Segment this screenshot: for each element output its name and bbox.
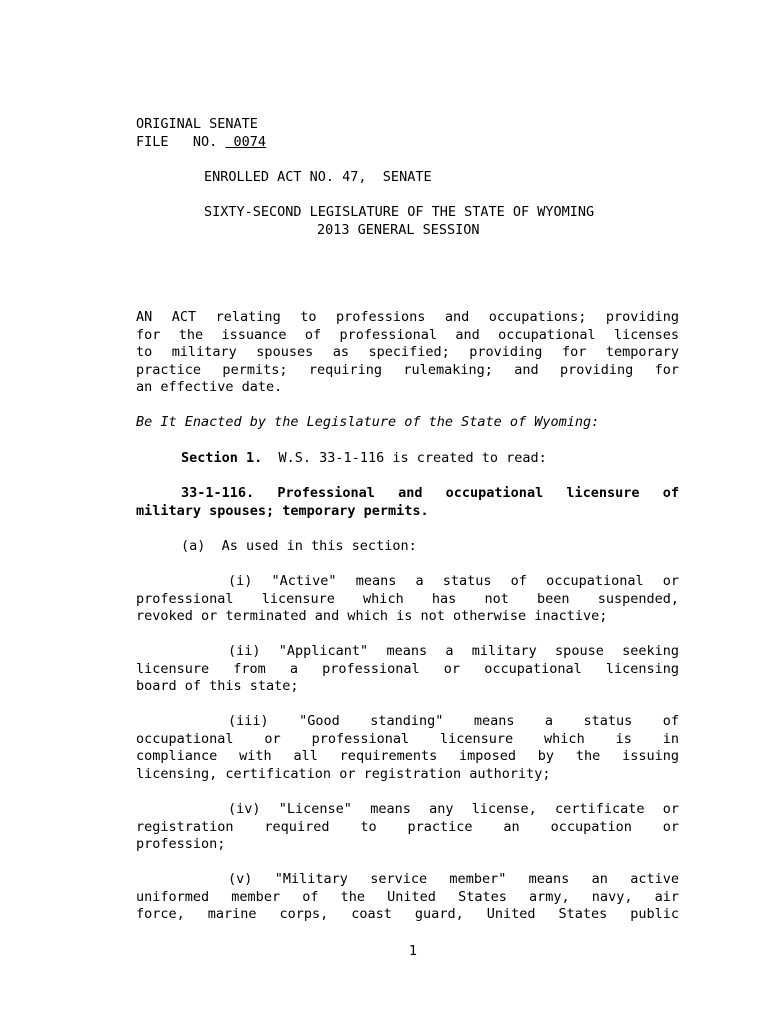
definition-v [136, 871, 679, 924]
heading-line: 33-1-116. Professional and occupational licensure of [181, 485, 679, 501]
definition-line: uniformed member of the United States army, navy, air [136, 888, 679, 905]
definition-line: (iv) "License" means any license, certificate or [228, 801, 679, 817]
section-1-label: Section 1. [181, 450, 263, 466]
definition-line: board of this state; [136, 678, 299, 695]
definition-line: occupational or professional licensure which is in [136, 730, 679, 747]
definition-iv [136, 801, 679, 854]
title-line: AN ACT relating to professions and occupations; providing [136, 309, 679, 325]
definition-i [136, 573, 679, 626]
definition-line: licensure from a professional or occupational licensing [136, 660, 679, 677]
section-1-text: W.S. 33-1-116 is created to read: [262, 450, 547, 466]
definition-line: compliance with all requirements imposed by the issuing [136, 748, 679, 765]
definition-ii [136, 643, 679, 696]
definition-line: licensing, certification or registration authority; [136, 765, 551, 782]
title-line: for the issuance of professional and occupational licenses [136, 326, 679, 343]
title-line: practice permits; requiring rulemaking; and providing for [136, 361, 679, 378]
section-1 [181, 450, 547, 468]
file-label: FILE NO. [136, 134, 226, 150]
original-senate-label: ORIGINAL SENATE [136, 116, 258, 132]
legislature-label: SIXTY-SECOND LEGISLATURE OF THE STATE OF WYOMING [204, 204, 595, 220]
definition-line: registration required to practice an occupation or [136, 818, 679, 835]
definition-iii [136, 713, 679, 783]
definition-line: force, marine corps, coast guard, United States public [136, 906, 679, 923]
title-line: an effective date. [136, 379, 283, 396]
definition-line: (v) "Military service member" means an active [228, 871, 679, 887]
file-number-line [136, 134, 266, 152]
definition-line: (i) "Active" means a status of occupational or [228, 573, 679, 589]
statute-heading [136, 485, 679, 520]
definition-line: revoked or terminated and which is not otherwise inactive; [136, 608, 608, 625]
page-number: 1 [408, 943, 418, 959]
definition-line: (iii) "Good standing" means a status of [228, 713, 679, 729]
heading-line: military spouses; temporary permits. [136, 502, 429, 519]
file-number: 0074 [225, 134, 267, 150]
act-title [136, 309, 679, 397]
subsection-a: (a) As used in this section: [181, 538, 417, 554]
title-line: to military spouses as specified; providing for temporary [136, 344, 679, 361]
definition-line: (ii) "Applicant" means a military spouse seeking [228, 643, 679, 659]
enacting-clause: Be It Enacted by the Legislature of the State of Wyoming: [136, 414, 600, 430]
definition-line: professional licensure which has not been suspended, [136, 590, 679, 607]
enrolled-act-label: ENROLLED ACT NO. 47, SENATE [204, 169, 432, 185]
session-label: 2013 GENERAL SESSION [317, 222, 480, 238]
definition-line: profession; [136, 836, 226, 853]
